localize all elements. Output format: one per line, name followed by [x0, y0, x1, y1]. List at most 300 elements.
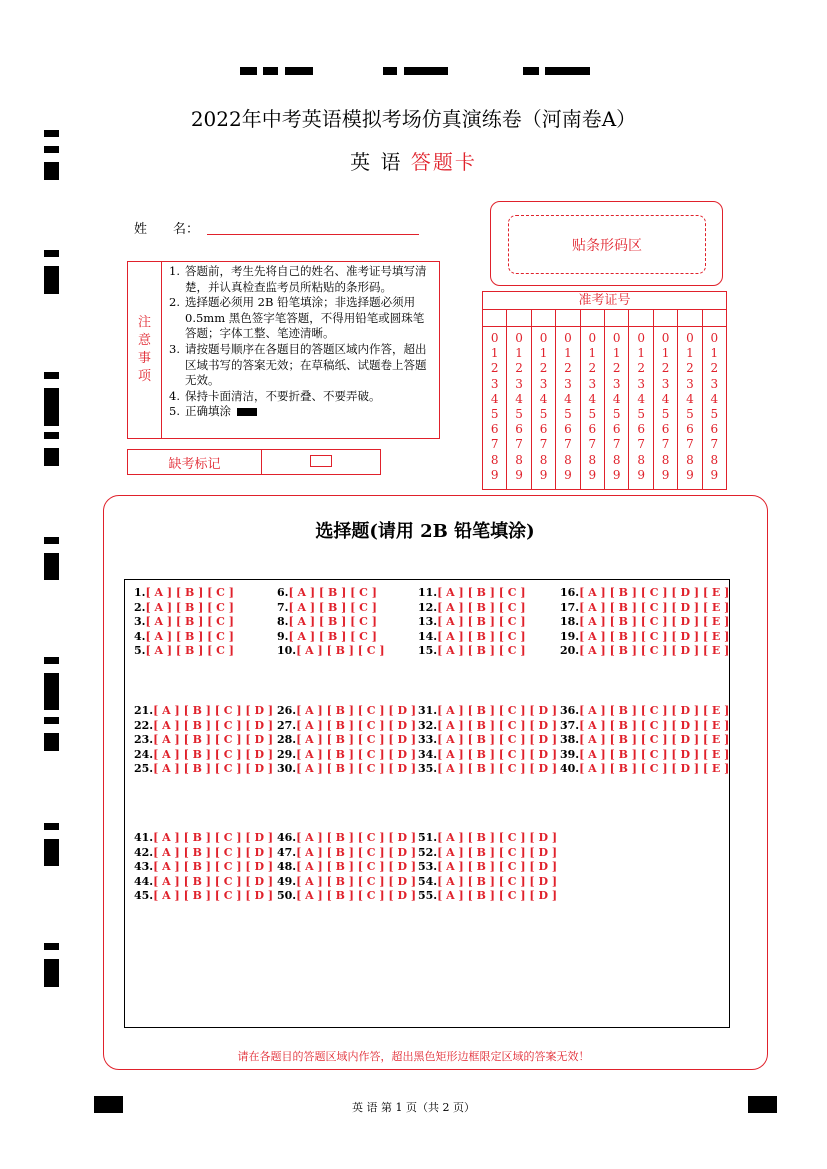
question-number: 46.	[277, 831, 297, 844]
question-number: 30.	[277, 762, 297, 776]
question-row	[560, 630, 729, 645]
exam-number-digit-option[interactable]: 7	[515, 437, 523, 452]
answer-options[interactable]: [ A ] [ B ] [ C ]	[437, 644, 526, 658]
question-group	[418, 831, 557, 904]
name-field[interactable]	[207, 234, 419, 235]
exam-number-digit-option[interactable]: 5	[637, 407, 645, 422]
exam-number-digit-option[interactable]: 4	[637, 391, 645, 406]
subject-label: 英 语	[350, 150, 403, 174]
exam-number-digit-option[interactable]: 1	[588, 346, 597, 361]
question-number: 28.	[277, 733, 297, 747]
exam-number-digit-option[interactable]: 6	[539, 422, 548, 437]
exam-number-digit-option[interactable]: 4	[539, 391, 548, 406]
alignment-mark	[44, 657, 59, 664]
exam-number-digit-option[interactable]: 7	[490, 437, 499, 452]
question-number: 38.	[560, 733, 580, 747]
exam-number-digit-option[interactable]: 5	[710, 407, 719, 422]
exam-number-digit-option[interactable]: 8	[661, 452, 670, 467]
question-row	[418, 630, 526, 645]
exam-number-digit-column	[532, 327, 556, 489]
exam-number-write-cell[interactable]	[629, 310, 653, 326]
exam-number-write-cell[interactable]	[581, 310, 605, 326]
answer-options[interactable]: [ A ] [ B ] [ C ] [ D ]	[153, 762, 274, 776]
question-number: 16.	[560, 586, 580, 599]
question-number: 51.	[418, 831, 438, 844]
question-number: 5.	[134, 644, 146, 658]
exam-number-write-row	[483, 310, 726, 327]
question-number: 33.	[418, 733, 438, 747]
exam-number-digit-columns	[483, 327, 726, 489]
exam-number-digit-option[interactable]: 0	[588, 331, 597, 345]
question-row	[418, 719, 557, 734]
exam-number-digit-option[interactable]: 9	[515, 467, 523, 482]
exam-number-digit-option[interactable]: 6	[588, 422, 597, 437]
answer-area-warning: 请在各题目的答题区域内作答，超出黑色矩形边框限定区域的答案无效！	[237, 1050, 590, 1063]
exam-number-digit-option[interactable]: 9	[490, 467, 499, 482]
question-number: 29.	[277, 747, 297, 761]
answer-options[interactable]: [ A ] [ B ] [ C ] [ D ]	[296, 874, 417, 888]
question-row	[418, 762, 557, 777]
exam-number-digit-option[interactable]: 4	[515, 391, 523, 406]
exam-number-digit-option[interactable]: 6	[612, 422, 621, 437]
question-number: 18.	[560, 615, 580, 629]
exam-number-digit-option[interactable]: 6	[710, 422, 719, 437]
exam-number-digit-option[interactable]: 4	[490, 391, 499, 406]
question-group	[560, 704, 729, 777]
exam-number-digit-option[interactable]: 2	[686, 361, 694, 376]
answer-options[interactable]: [ A ] [ B ] [ C ] [ D ]	[153, 718, 274, 732]
question-number: 54.	[418, 874, 438, 888]
question-number: 24.	[134, 747, 154, 761]
answer-options[interactable]: [ A ] [ B ] [ C ] [ D ] [ E ]	[579, 615, 730, 629]
alignment-mark	[44, 839, 59, 866]
notice-item	[169, 264, 435, 295]
question-number: 35.	[418, 762, 438, 776]
answer-options[interactable]: [ A ] [ B ] [ C ] [ D ]	[437, 718, 558, 732]
exam-number-digit-option[interactable]: 2	[490, 361, 499, 376]
answer-options[interactable]: [ A ] [ B ] [ C ]	[288, 629, 377, 643]
notice-item-number: 5.	[169, 404, 180, 419]
answer-options[interactable]: [ A ] [ B ] [ C ]	[437, 600, 526, 614]
exam-number-digit-option[interactable]: 0	[686, 331, 694, 345]
exam-number-write-cell[interactable]	[605, 310, 629, 326]
exam-number-digit-option[interactable]: 8	[637, 452, 645, 467]
answer-options[interactable]: [ A ] [ B ] [ C ] [ D ] [ E ]	[579, 600, 730, 614]
answer-options[interactable]: [ A ] [ B ] [ C ]	[145, 600, 234, 614]
question-number: 42.	[134, 845, 154, 859]
question-number: 36.	[560, 704, 580, 717]
exam-number-digit-option[interactable]: 1	[686, 346, 694, 361]
alignment-mark	[44, 372, 59, 379]
exam-number-digit-option[interactable]: 5	[515, 407, 523, 422]
exam-number-digit-option[interactable]: 8	[515, 452, 523, 467]
exam-number-digit-option[interactable]: 1	[515, 346, 523, 361]
notice-item-text: 保持卡面清洁，不要折叠、不要弄破。	[185, 388, 381, 403]
question-row	[134, 831, 273, 846]
notice-item	[169, 404, 435, 420]
question-number: 8.	[277, 615, 289, 629]
exam-number-digit-option[interactable]: 4	[661, 391, 670, 406]
answer-options[interactable]: [ A ] [ B ] [ C ] [ D ]	[437, 747, 558, 761]
question-row	[418, 875, 557, 890]
question-number: 19.	[560, 629, 580, 643]
answer-options[interactable]: [ A ] [ B ] [ C ]	[145, 586, 234, 599]
alignment-mark	[44, 733, 59, 751]
exam-number-digit-option[interactable]: 7	[710, 437, 719, 452]
exam-number-digit-option[interactable]: 7	[588, 437, 597, 452]
choice-section-title: 选择题(请用 2B 铅笔填涂)	[315, 521, 535, 542]
question-row	[418, 615, 526, 630]
question-row	[134, 719, 273, 734]
exam-number-digit-option[interactable]: 7	[612, 437, 621, 452]
question-row	[134, 644, 234, 659]
notice-heading-char: 意	[137, 333, 151, 348]
question-row	[418, 601, 526, 616]
answer-options[interactable]: [ A ] [ B ] [ C ] [ D ]	[153, 874, 274, 888]
exam-number-digit-option[interactable]: 7	[661, 437, 670, 452]
question-row	[560, 748, 729, 763]
exam-number-digit-option[interactable]: 8	[539, 452, 548, 467]
page-footer: 英 语 第 1 页（共 2 页）	[352, 1101, 475, 1114]
exam-number-digit-option[interactable]: 6	[490, 422, 499, 437]
exam-number-digit-option[interactable]: 3	[637, 376, 645, 391]
exam-number-digit-option[interactable]: 0	[564, 331, 572, 345]
alignment-mark	[44, 448, 59, 466]
exam-number-digit-option[interactable]: 7	[539, 437, 548, 452]
question-number: 45.	[134, 889, 154, 903]
exam-number-digit-option[interactable]: 9	[612, 467, 621, 482]
question-number: 31.	[418, 704, 438, 717]
exam-number-digit-option[interactable]: 3	[686, 376, 694, 391]
question-number: 50.	[277, 889, 297, 903]
question-row	[134, 846, 273, 861]
exam-number-digit-option[interactable]: 3	[490, 376, 499, 391]
exam-number-digit-option[interactable]: 7	[686, 437, 694, 452]
exam-number-digit-option[interactable]: 8	[564, 452, 572, 467]
alignment-mark	[240, 67, 257, 75]
question-row	[277, 615, 385, 630]
alignment-mark	[44, 959, 59, 987]
answer-options[interactable]: [ A ] [ B ] [ C ]	[145, 644, 234, 658]
exam-number-digit-option[interactable]: 0	[515, 331, 523, 345]
exam-number-digit-option[interactable]: 2	[564, 361, 572, 376]
question-row	[277, 748, 416, 763]
exam-number-digit-option[interactable]: 5	[686, 407, 694, 422]
question-row	[418, 644, 526, 659]
notice-item-text-label: 正确填涂	[185, 404, 231, 419]
exam-number-digit-option[interactable]: 0	[490, 331, 499, 345]
question-number: 13.	[418, 615, 438, 629]
question-number: 12.	[418, 600, 438, 614]
question-group	[277, 831, 416, 904]
alignment-mark	[383, 67, 397, 75]
question-row	[277, 875, 416, 890]
exam-number-digit-option[interactable]: 5	[588, 407, 597, 422]
absent-checkbox[interactable]	[310, 455, 332, 467]
notice-item	[169, 342, 435, 389]
answer-options[interactable]: [ A ] [ B ] [ C ]	[288, 600, 377, 614]
question-number: 49.	[277, 874, 297, 888]
answer-options[interactable]: [ A ] [ B ] [ C ] [ D ]	[153, 704, 274, 717]
exam-number-digit-option[interactable]: 6	[661, 422, 670, 437]
answer-options[interactable]: [ A ] [ B ] [ C ] [ D ]	[437, 831, 558, 844]
exam-number-digit-option[interactable]: 3	[515, 376, 523, 391]
exam-number-digit-column	[703, 327, 726, 489]
exam-number-digit-option[interactable]: 8	[710, 452, 719, 467]
question-row	[277, 889, 416, 904]
exam-number-digit-option[interactable]: 4	[612, 391, 621, 406]
exam-number-digit-option[interactable]: 1	[661, 346, 670, 361]
question-row	[418, 586, 526, 601]
answer-options[interactable]: [ A ] [ B ] [ C ] [ D ]	[153, 831, 274, 844]
answer-options[interactable]: [ A ] [ B ] [ C ] [ D ]	[437, 704, 558, 717]
alignment-mark	[44, 388, 59, 426]
question-row	[418, 748, 557, 763]
question-number: 10.	[277, 644, 297, 658]
answer-options[interactable]: [ A ] [ B ] [ C ] [ D ]	[437, 762, 558, 776]
answer-options[interactable]: [ A ] [ B ] [ C ]	[437, 586, 526, 599]
notice-item-number: 1.	[169, 264, 180, 278]
exam-number-digit-option[interactable]: 5	[539, 407, 548, 422]
answer-options[interactable]: [ A ] [ B ] [ C ]	[145, 629, 234, 643]
exam-number-digit-column	[629, 327, 653, 489]
exam-number-digit-column	[678, 327, 702, 489]
exam-number-digit-option[interactable]: 9	[588, 467, 597, 482]
exam-number-digit-option[interactable]: 1	[539, 346, 548, 361]
exam-number-digit-option[interactable]: 5	[612, 407, 621, 422]
exam-number-digit-column	[581, 327, 605, 489]
exam-number-digit-option[interactable]: 2	[515, 361, 523, 376]
question-number: 17.	[560, 600, 580, 614]
question-row	[418, 704, 557, 719]
exam-number-digit-option[interactable]: 9	[637, 467, 645, 482]
exam-number-digit-option[interactable]: 1	[612, 346, 621, 361]
notice-item-number: 3.	[169, 341, 180, 356]
answer-options[interactable]: [ A ] [ B ] [ C ] [ D ]	[296, 747, 417, 761]
answer-options[interactable]: [ A ] [ B ] [ C ] [ D ] [ E ]	[579, 644, 730, 658]
exam-number-digit-option[interactable]: 2	[661, 361, 670, 376]
exam-number-write-cell[interactable]	[532, 310, 556, 326]
notice-item-number: 2.	[169, 295, 180, 310]
question-row	[134, 601, 234, 616]
exam-number-digit-option[interactable]: 2	[710, 361, 719, 376]
question-row	[134, 630, 234, 645]
exam-number-digit-option[interactable]: 1	[637, 346, 645, 361]
notice-item-text: 请按题号顺序在各题目的答题区域内作答，超出区域书写的答案无效；在草稿纸、试题卷上答题无效。	[185, 341, 427, 388]
notice-heading	[128, 262, 162, 438]
exam-number-digit-option[interactable]: 0	[661, 331, 670, 345]
exam-number-digit-option[interactable]: 4	[564, 391, 572, 406]
notice-item	[169, 295, 435, 342]
question-number: 22.	[134, 718, 154, 732]
question-row	[418, 831, 557, 846]
alignment-mark	[44, 673, 59, 710]
exam-number-digit-option[interactable]: 0	[539, 331, 548, 345]
question-number: 53.	[418, 860, 438, 874]
question-number: 7.	[277, 600, 289, 614]
question-row	[277, 846, 416, 861]
exam-number-digit-option[interactable]: 1	[710, 346, 719, 361]
question-row	[418, 860, 557, 875]
exam-number-digit-option[interactable]: 2	[637, 361, 645, 376]
question-number: 2.	[134, 600, 146, 614]
answer-options[interactable]: [ A ] [ B ] [ C ] [ D ]	[437, 874, 558, 888]
exam-number-digit-column	[556, 327, 580, 489]
question-group	[418, 704, 557, 777]
answer-options[interactable]: [ A ] [ B ] [ C ] [ D ]	[153, 733, 274, 747]
question-row	[134, 733, 273, 748]
answer-options[interactable]: [ A ] [ B ] [ C ]	[437, 629, 526, 643]
answer-options[interactable]: [ A ] [ B ] [ C ] [ D ]	[153, 845, 274, 859]
exam-number-digit-option[interactable]: 4	[686, 391, 694, 406]
question-number: 27.	[277, 718, 297, 732]
question-row	[277, 762, 416, 777]
exam-number-write-cell[interactable]	[678, 310, 702, 326]
exam-number-digit-option[interactable]: 3	[661, 376, 670, 391]
answer-options[interactable]: [ A ] [ B ] [ C ]	[437, 615, 526, 629]
question-number: 40.	[560, 762, 580, 776]
exam-number-write-cell[interactable]	[556, 310, 580, 326]
answer-options[interactable]: [ A ] [ B ] [ C ]	[288, 615, 377, 629]
answer-options[interactable]: [ A ] [ B ] [ C ]	[296, 644, 385, 658]
question-row	[560, 733, 729, 748]
answer-options[interactable]: [ A ] [ B ] [ C ] [ D ]	[437, 733, 558, 747]
exam-number-digit-option[interactable]: 8	[686, 452, 694, 467]
question-group	[134, 704, 273, 777]
exam-number-digit-option[interactable]: 2	[588, 361, 597, 376]
exam-number-digit-option[interactable]: 7	[564, 437, 572, 452]
exam-number-digit-option[interactable]: 3	[539, 376, 548, 391]
alignment-mark	[44, 250, 59, 257]
exam-number-digit-option[interactable]: 5	[661, 407, 670, 422]
exam-number-digit-option[interactable]: 1	[564, 346, 572, 361]
exam-number-digit-option[interactable]: 3	[588, 376, 597, 391]
answer-options[interactable]: [ A ] [ B ] [ C ] [ D ]	[153, 889, 274, 903]
answer-options[interactable]: [ A ] [ B ] [ C ] [ D ]	[153, 860, 274, 874]
question-number: 1.	[134, 586, 146, 599]
answer-options[interactable]: [ A ] [ B ] [ C ] [ D ]	[437, 889, 558, 903]
answer-options[interactable]: [ A ] [ B ] [ C ] [ D ] [ E ]	[579, 733, 730, 747]
exam-number-digit-column	[483, 327, 507, 489]
exam-number-digit-option[interactable]: 9	[564, 467, 572, 482]
exam-number-write-cell[interactable]	[483, 310, 507, 326]
exam-number-digit-option[interactable]: 2	[539, 361, 548, 376]
exam-number-digit-option[interactable]: 2	[612, 361, 621, 376]
exam-number-digit-option[interactable]: 6	[686, 422, 694, 437]
answer-options[interactable]: [ A ] [ B ] [ C ] [ D ]	[296, 889, 417, 903]
exam-number-grid	[482, 291, 727, 490]
question-row	[134, 860, 273, 875]
question-number: 6.	[277, 586, 289, 599]
question-group	[134, 586, 234, 659]
exam-number-digit-option[interactable]: 3	[612, 376, 621, 391]
exam-number-write-cell[interactable]	[654, 310, 678, 326]
exam-number-digit-option[interactable]: 4	[588, 391, 597, 406]
answer-options[interactable]: [ A ] [ B ] [ C ]	[288, 586, 377, 599]
exam-number-digit-option[interactable]: 5	[490, 407, 499, 422]
question-number: 37.	[560, 718, 580, 732]
exam-number-digit-option[interactable]: 6	[515, 422, 523, 437]
exam-number-digit-option[interactable]: 8	[612, 452, 621, 467]
answer-options[interactable]: [ A ] [ B ] [ C ] [ D ] [ E ]	[579, 704, 730, 717]
answer-options[interactable]: [ A ] [ B ] [ C ] [ D ]	[437, 860, 558, 874]
exam-number-digit-option[interactable]: 9	[710, 467, 719, 482]
notice-item-number: 4.	[169, 388, 180, 403]
alignment-mark	[44, 943, 59, 950]
answer-options[interactable]: [ A ] [ B ] [ C ] [ D ] [ E ]	[579, 629, 730, 643]
exam-number-digit-option[interactable]: 6	[637, 422, 645, 437]
answer-options[interactable]: [ A ] [ B ] [ C ] [ D ]	[296, 733, 417, 747]
answer-options[interactable]: [ A ] [ B ] [ C ] [ D ] [ E ]	[579, 747, 730, 761]
question-number: 14.	[418, 629, 438, 643]
exam-number-digit-option[interactable]: 9	[539, 467, 548, 482]
question-row	[134, 586, 234, 601]
answer-options[interactable]: [ A ] [ B ] [ C ]	[145, 615, 234, 629]
answer-options[interactable]: [ A ] [ B ] [ C ] [ D ]	[296, 845, 417, 859]
exam-number-digit-option[interactable]: 7	[637, 437, 645, 452]
exam-number-digit-option[interactable]: 8	[490, 452, 499, 467]
exam-number-digit-option[interactable]: 3	[564, 376, 572, 391]
exam-number-digit-option[interactable]: 5	[564, 407, 572, 422]
answer-options[interactable]: [ A ] [ B ] [ C ] [ D ] [ E ]	[579, 586, 730, 599]
question-number: 41.	[134, 831, 154, 844]
question-number: 43.	[134, 860, 154, 874]
question-row	[560, 762, 729, 777]
exam-number-digit-option[interactable]: 0	[710, 331, 719, 345]
answer-options[interactable]: [ A ] [ B ] [ C ] [ D ] [ E ]	[579, 762, 730, 776]
exam-number-digit-option[interactable]: 6	[564, 422, 572, 437]
question-number: 32.	[418, 718, 438, 732]
exam-number-digit-option[interactable]: 9	[686, 467, 694, 482]
answer-options[interactable]: [ A ] [ B ] [ C ] [ D ] [ E ]	[579, 718, 730, 732]
question-row	[418, 846, 557, 861]
answer-options[interactable]: [ A ] [ B ] [ C ] [ D ]	[296, 718, 417, 732]
question-number: 4.	[134, 629, 146, 643]
exam-number-digit-option[interactable]: 3	[710, 376, 719, 391]
question-row	[277, 719, 416, 734]
question-row	[134, 875, 273, 890]
alignment-mark	[263, 67, 278, 75]
exam-number-digit-option[interactable]: 0	[612, 331, 621, 345]
barcode-area	[508, 215, 706, 274]
exam-number-write-cell[interactable]	[703, 310, 726, 326]
question-row	[134, 704, 273, 719]
exam-number-write-cell[interactable]	[507, 310, 531, 326]
question-row	[134, 748, 273, 763]
answer-options[interactable]: [ A ] [ B ] [ C ] [ D ]	[437, 845, 558, 859]
answer-options[interactable]: [ A ] [ B ] [ C ] [ D ]	[296, 704, 417, 717]
question-row	[277, 733, 416, 748]
question-number: 47.	[277, 845, 297, 859]
question-number: 34.	[418, 747, 438, 761]
answer-options[interactable]: [ A ] [ B ] [ C ] [ D ]	[296, 762, 417, 776]
question-row	[277, 860, 416, 875]
answer-options[interactable]: [ A ] [ B ] [ C ] [ D ]	[296, 831, 417, 844]
alignment-mark	[523, 67, 539, 75]
alignment-mark	[285, 67, 313, 75]
answer-options[interactable]: [ A ] [ B ] [ C ] [ D ]	[153, 747, 274, 761]
exam-number-digit-option[interactable]: 8	[588, 452, 597, 467]
alignment-mark	[404, 67, 448, 75]
alignment-mark	[44, 717, 59, 724]
exam-number-digit-option[interactable]: 1	[490, 346, 499, 361]
notice-heading-char: 事	[137, 351, 151, 366]
exam-number-digit-option[interactable]: 9	[661, 467, 670, 482]
exam-number-digit-option[interactable]: 0	[637, 331, 645, 345]
exam-number-digit-option[interactable]: 4	[710, 391, 719, 406]
answer-options[interactable]: [ A ] [ B ] [ C ] [ D ]	[296, 860, 417, 874]
exam-number-label: 准考证号	[483, 292, 726, 310]
